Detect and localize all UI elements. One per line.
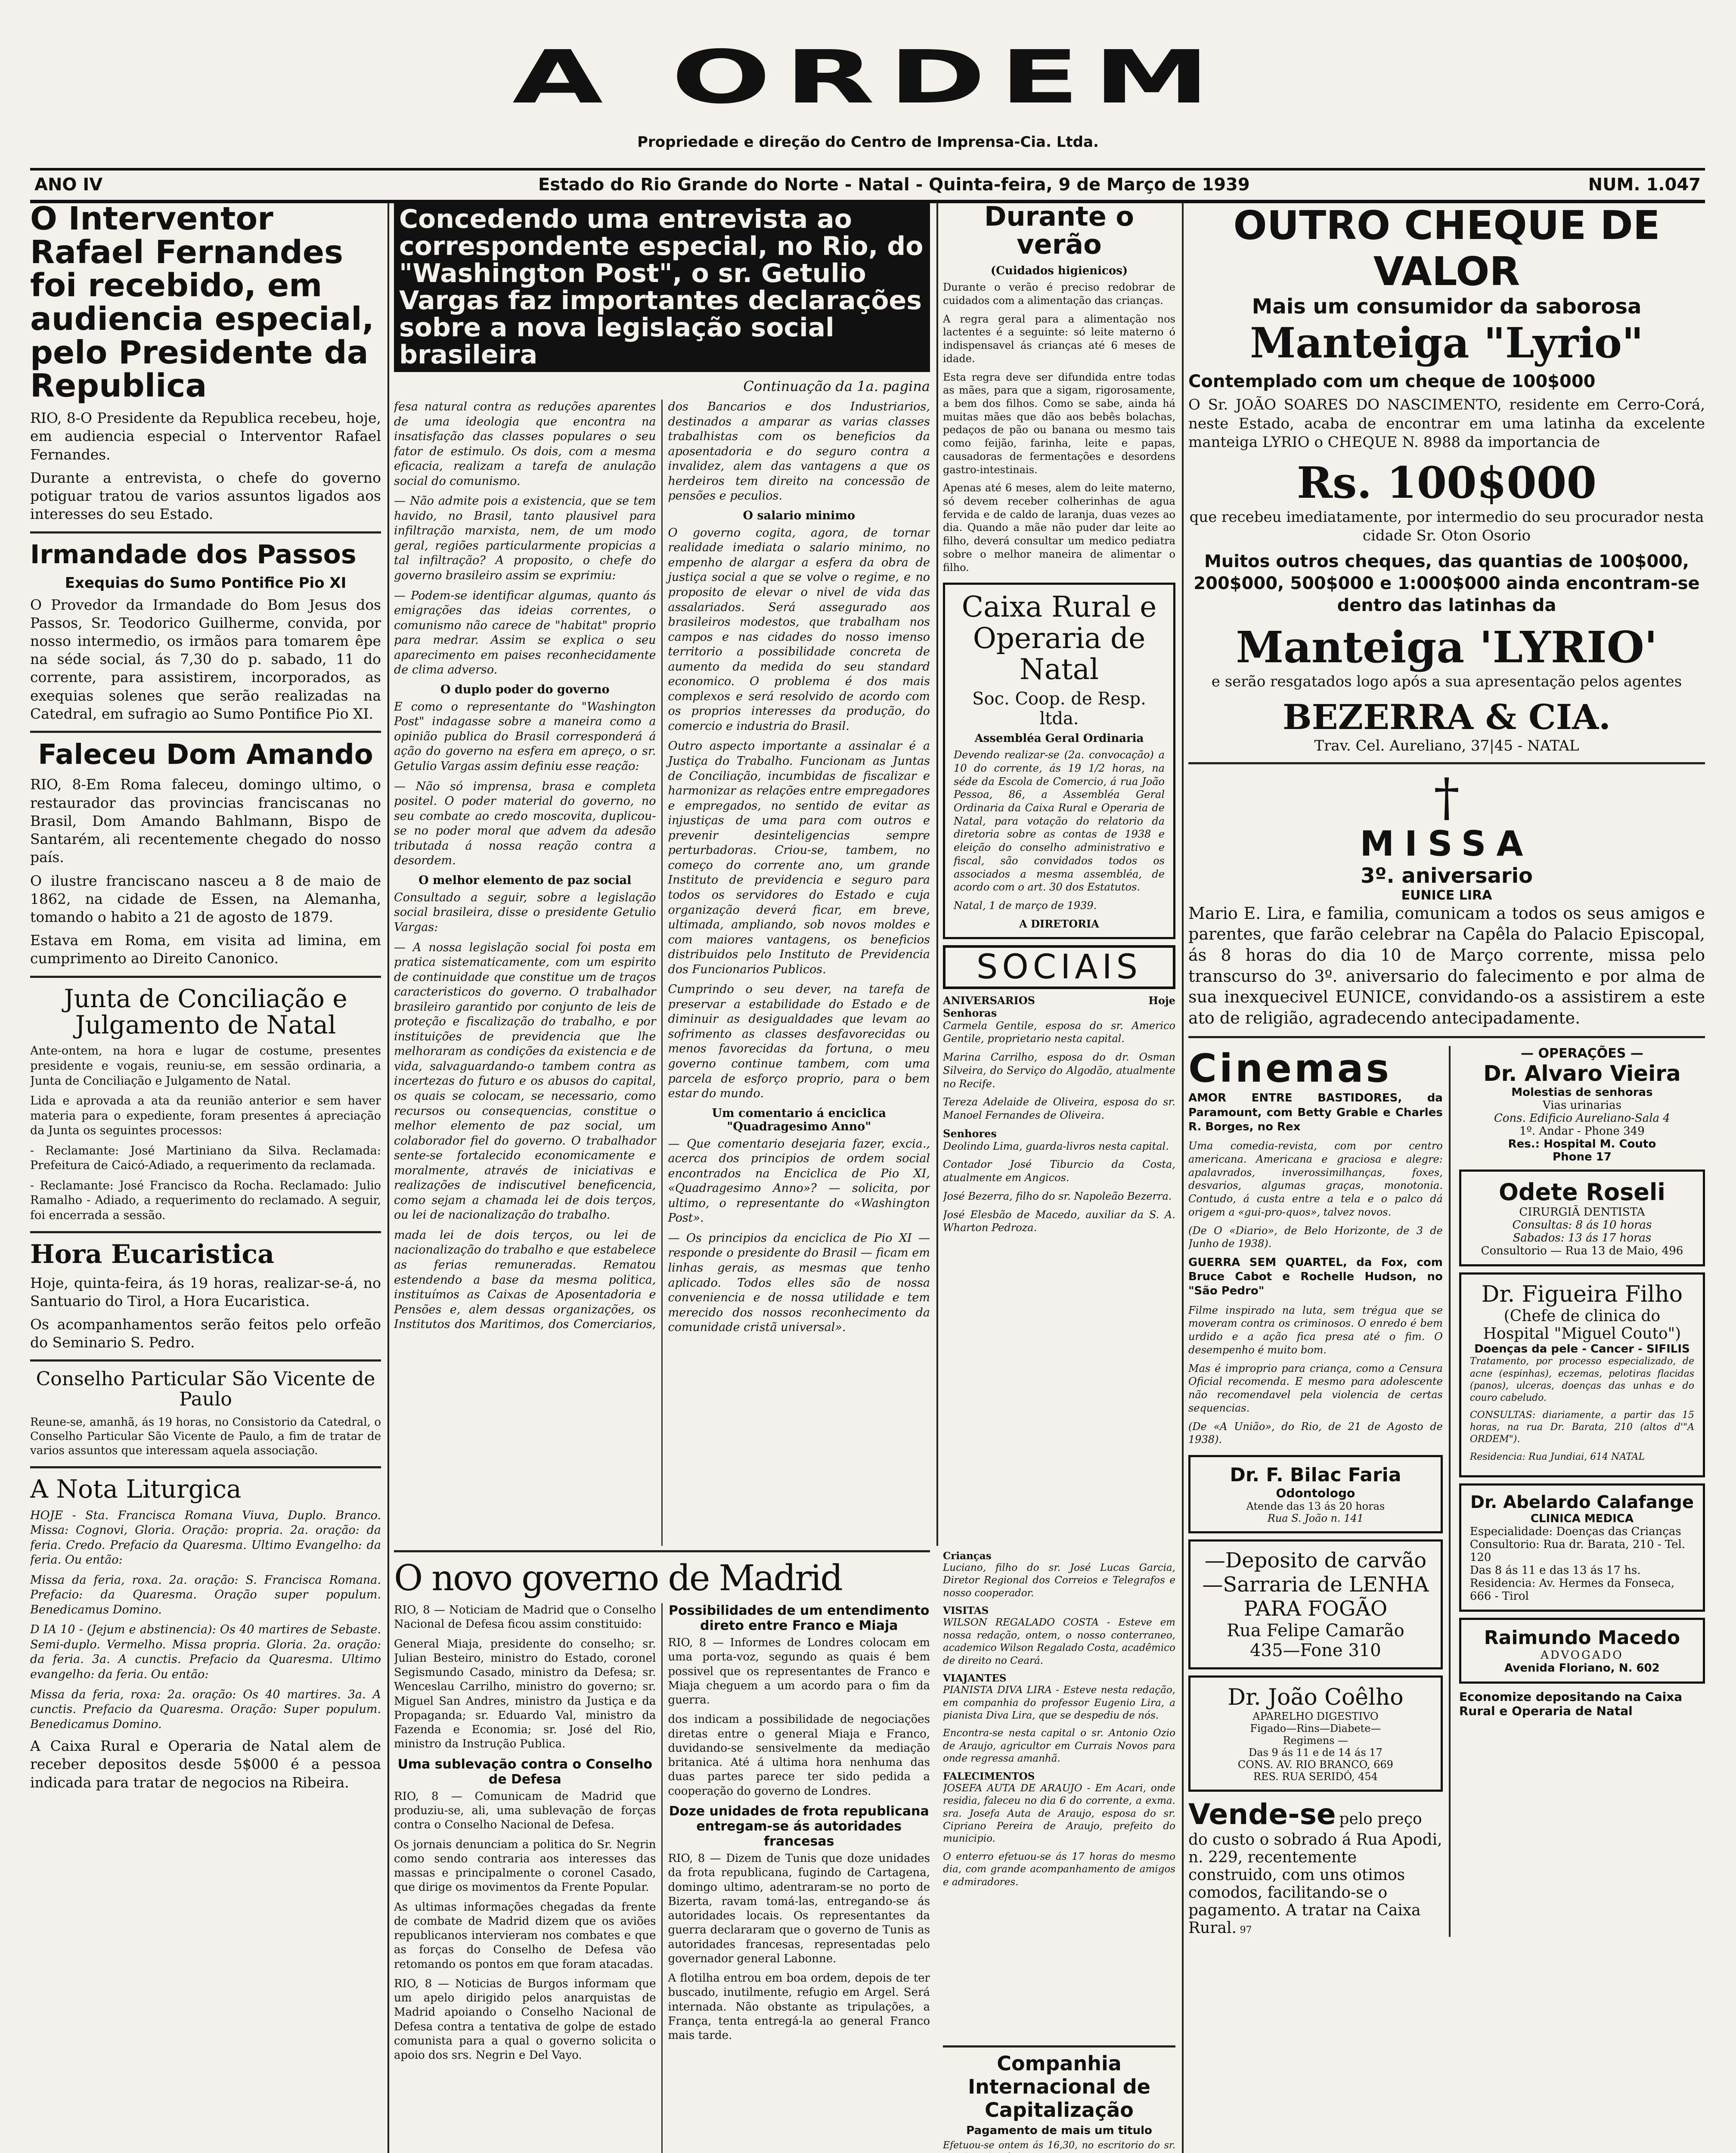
vargas-subhead: O duplo poder do governo [440,683,610,696]
macedo-profession: ADVOGADO [1541,1648,1624,1662]
bilac-card [1188,1455,1443,1533]
figueira-line: (Chefe de clinica do Hospital "Miguel Couto") [1483,1307,1681,1343]
conselho-text: Reune-se, amanhã, ás 19 horas, no Consistorio da Catedral, o Conselho Particular São Vicente de Paulo, a fim de tratar de varios assuntos que interessam aquela associação. [30,1415,381,1458]
hora-eucaristica-text: Hoje, quinta-feira, ás 19 horas, realizar-se-á, no Santuario do Tirol, a Hora Eucaristica. [30,1274,381,1309]
sociais-subheading: FALECIMENTOS [943,1770,1035,1782]
missa-title: MISSA [1360,823,1534,864]
coelho-line: Das 9 ás 11 e de 14 ás 17 [1249,1746,1383,1759]
caixa-subtitle: Soc. Coop. de Resp. ltda. [972,689,1146,729]
madrid-text: A flotilha entrou em boa ordem, depois de ter buscado, inutilmente, refugio em Argel. Será internada. Não obstante as tripulações, a França, tenta entregá-la ao general Franco mais tarde. [668,1972,930,2042]
ops-contact: Cons. Edificio Aureliano-Sala 4 [1494,1112,1670,1125]
sociais-item: Encontra-se nesta capital o sr. Antonio Ozio de Araujo, agricultor em Currais Novos para onde regressa amanhã. [943,1728,1175,1765]
madrid-text: RIO, 8 — Informes de Londres colocam em uma porta-voz, segundo as quais é bem possivel que os representantes de Franco e Miaja cheguem a um acordo para o fim da guerra. [668,1636,930,1707]
deposito-line: PARA FOGÃO [1243,1596,1388,1621]
vargas-text: — Não só imprensa, brasa e completa positel. O poder material do governo, no seu combate ao credo moscovita, duplicou-se no poder moral que advem da adesão tributada á nossa reação contra a desordem. [394,779,656,868]
vargas-text: O governo cogita, agora, de tornar realidade imediata o salario minimo, no empenho de alargar a esfera da obra de justiça social a que se volve o regime, e no proposito de elevar o nivel de vida das assalariados. Será assegurado aos brasileiros modestos, que trabalham nos campos e nas cidades do nosso imenso territorio a possibilidade concreta de aumento da medida do seu standard economico. O problema é dos mais complexos e será resolvido de acordo com os proprios interesses da produção, do comercio e industria do Brasil. [668,526,930,733]
missa-subtitle: 3º. aniversario [1360,863,1533,888]
odete-line: Sabados: 13 ás 17 horas [1513,1232,1652,1245]
bilac-profession: Odontologo [1276,1486,1355,1500]
coelho-line: RES. RUA SERIDÓ, 454 [1253,1770,1378,1783]
sociais-item: Luciano, filho do sr. José Lucas Garcia, Diretor Regional dos Correios e Telegrafos e nosso cooperador. [943,1562,1175,1599]
figueira-name: Dr. Figueira Filho [1481,1281,1683,1308]
abelardo-sub: CLINICA MEDICA [1530,1512,1634,1525]
liturgy-text: D IA 10 - (Jejum e abstinencia): Os 40 martires de Sebaste. Semi-duplo. Vermelho. Missa propria. Gloria. 2a. oração: da feria. 3a. A cunctis. Prefacio da Quaresma. Ultimo evangelho: da feria. Ou então: [30,1623,381,1681]
lyrio-subheadline: Mais um consumidor da saborosa [1252,295,1642,319]
madrid-article [394,1550,930,2153]
junta-text: - Reclamante: José Martiniano da Silva. Reclamada: Prefeitura de Caicó-Adiado, a requerimento da reclamada. [30,1144,381,1173]
vargas-text: Cumprindo o seu dever, na tarefa de preservar a estabilidade do Estado e de diminuir as desigualdades que levam ao sofrimento as classes desfavorecidas ou menos favorecidas da fortuna, o meu governo continue tambem, com uma parcela de esforço proprio, para o bem estar do mundo. [668,983,930,1101]
sociais-subheading: VISITAS [943,1605,989,1617]
ops-spec: Molestias de senhoras [1511,1086,1653,1099]
issue-year: ANO IV [34,175,103,195]
durante-text: Durante o verão é preciso redobrar de cuidados com a alimentação das crianças. [943,281,1175,307]
column-rule [388,202,389,2153]
sociais-item: Carmela Gentile, esposa do sr. Americo Gentile, proprietario nesta capital. [943,1019,1175,1045]
durante-headline: Durante o verão [984,202,1135,261]
lyrio-brand: Manteiga "Lyrio" [1250,319,1643,367]
madrid-text: RIO, 8 — Noticiam de Madrid que o Conselho Nacional de Defesa ficou assim constituido: [394,1604,656,1631]
lyrio-line: Contemplado com um cheque de 100$000 [1188,372,1596,391]
lyrio-headline: OUTRO CHEQUE DE VALOR [1233,202,1660,295]
caixa-rural-slogan: Economize depositando na Caixa Rural e Operaria de Natal [1459,1689,1683,1718]
vende-text: pelo preço do custo o sobrado á Rua Apodi, n. 229, recentemente construido, com uns otimos comodos, facilitando-se o pagamento. A tratar na Caixa Rural. [1188,1810,1442,1937]
durante-text: Esta regra deve ser difundida entre todas as mães, para que a sigam, rigorosamente, a bem dos filhos. Como se sabe, ainda há muitas mães que dão aos bebês bolachas, pedaços de pão ou banana ou mesmo tais como feijão, farinha, leite e papas, causadoras de fermentações e desordens gastro-intestinais. [943,371,1175,476]
ops-contact: Res.: Hospital M. Couto [1508,1138,1656,1151]
sociais-item: José Elesbão de Macedo, auxiliar da S. A. Wharton Pedroza. [943,1208,1175,1234]
bilac-hours: Atende das 13 ás 20 horas [1246,1500,1385,1512]
missa-text: Mario E. Lira, e familia, comunicam a todos os seus amigos e parentes, que farão celebrar na Capêla do Palacio Episcopal, ás 8 horas do dia 10 de Março corrente, missa pelo transcurso do 3º. aniversario do falecimento e por alma de sua inexquecivel EUNICE, convidando-os a assistirem a este ato de religião, agradecendo antecipadamente. [1188,903,1705,1027]
cinemas-film: AMOR ENTRE BASTIDORES, da Paramount, com Betty Grable e Charles R. Borges, no Rex [1188,1092,1443,1133]
lyrio-amount: Rs. 100$000 [1296,457,1597,508]
vargas-text: Consultado a seguir, sobre a legislação social brasileira, disse o presidente Getulio Vargas: [394,890,656,934]
lyrio-ad [1188,202,1705,754]
sociais-item: O enterro efetuou-se ás 17 horas do mesmo dia, com grande acompanhamento de amigos e admiradores. [943,1851,1175,1888]
caixa-rural-notice [943,583,1175,939]
junta-text: Lida e aprovada a ata da reunião anterior e sem haver materia para o expediente, foram presentes á apreciação da Junta os seguintes processos: [30,1094,381,1138]
ops-name: Dr. Alvaro Vieira [1483,1061,1681,1086]
newspaper-title: A ORDEM [512,35,1224,120]
deposito-ad [1188,1539,1443,1669]
professional-cards [1459,1046,1705,1937]
figueira-line: CONSULTAS: diariamente, a partir das 15 horas, na rua Dr. Barata, 210 (altos d'"A ORDEM"). [1469,1410,1694,1445]
abelardo-line: Consultorio: Rua dr. Barata, 210 - Tel. 120 [1469,1538,1686,1564]
lyrio-text: O Sr. JOÃO SOARES DO NASCIMENTO, residente em Cerro-Corá, neste Estado, acaba de encontrar em uma latinha da excelente manteiga LYRIO o CHEQUE N. 8988 da importancia de [1188,396,1705,451]
figueira-line: Residencia: Rua Jundiai, 614 NATAL [1469,1451,1645,1462]
caixa-heading: Assembléa Geral Ordinaria [974,732,1144,745]
newspaper-subtitle: Propriedade e direção do Centro de Imprensa-Cia. Ltda. [637,133,1099,151]
vargas-subhead: Um comentario á enciclica "Quadragesimo Anno" [712,1106,886,1133]
dom-amando-text: O ilustre franciscano nasceu a 8 de maio de 1862, na cidade de Essen, na Alemanha, tomando o habito a 21 de agosto de 1879. [30,872,381,925]
madrid-text: RIO, 8 — Dizem de Tunis que doze unidades da frota republicana, fugindo de Cartagena, domingo ultimo, adentraram-se no porto de Bizerta, ravam tomá-las, entregando-se ás autoridades locais. Os representantes da guerra declararam que o governo de Tunis as autoridades francesas, representadas pelo governador general Labonne. [668,1852,930,1965]
vargas-headline: Concedendo uma entrevista ao correspondente especial, no Rio, do "Washington Post", o sr. Getulio Vargas faz importantes declarações sobre a nova legislação social brasileira [394,202,930,372]
cinemas-text: (De «A União», do Rio, de 21 de Agosto de 1938). [1188,1420,1443,1446]
cinemas-text: Filme inspirado na luta, sem trégua que se moveram contra os criminosos. O enredo é bem urdido e a ação fica presa até o fim. O desempenho é muito bom. [1188,1304,1443,1356]
hora-eucaristica-text: Os acompanhamentos serão feitos pelo orfeão do Seminario S. Pedro. [30,1315,381,1351]
madrid-text: General Miaja, presidente do conselho; sr. Julian Besteiro, ministro do Estado, coronel Segismundo Casado, ministro da Defesa; sr. Wenceslau Carrilho, ministro do governo; sr. Miguel San Andres, ministro da Justiça e da Propaganda; sr. Eduardo Val, ministro da Fazenda e Economia; sr. José del Rio, ministro da Instrução Publica. [394,1637,656,1751]
companhia-section [943,2045,1175,2153]
companhia-text: Efetuou-se ontem ás 16,30, no escritorio do sr. [943,2140,1175,2151]
companhia-subtitle: Pagamento de mais um titulo [966,2124,1152,2137]
madrid-text: RIO, 8 — Noticias de Burgos informam que um apelo dirigido pelos anarquistas de Madrid apoiando o Conselho Nacional de Defesa contra a tentativa de golpe de estado comunista para a qual o governo solicita o apoio dos srs. Negrin e Del Vayo. [394,1977,656,2062]
conselho-headline: Conselho Particular São Vicente de Paulo [36,1368,375,1410]
madrid-subhead: Possibilidades de um entendimento direto entre Franco e Miaja [668,1603,930,1634]
deposito-line: —Sarraria de LENHA [1202,1572,1429,1597]
sociais-item: Deolindo Lima, guarda-livros nesta capital. [943,1140,1169,1152]
bilac-name: Dr. F. Bilac Faria [1230,1464,1401,1486]
sociais-item: WILSON REGALADO COSTA - Esteve em nossa redação, ontem, o nosso conterraneo, academico Wilson Regalado Costa, acadêmico de direito no Ceará. [943,1617,1175,1666]
coelho-line: Figado—Rins—Diabete— [1250,1722,1381,1734]
sociais-today: Hoje [1148,994,1175,1007]
interventor-text: RIO, 8-O Presidente da Republica recebeu, hoje, em audiencia especial o Interventor Rafael Fernandes. [30,410,381,463]
interventor-headline: O Interventor Rafael Fernandes foi recebido, em audiencia especial, pelo Presidente da Republica [30,202,374,405]
sociais-item: Contador José Tiburcio da Costa, atualmente em Angicos. [943,1158,1175,1184]
odete-card [1459,1170,1705,1266]
abelardo-name: Dr. Abelardo Calafange [1470,1492,1694,1512]
sociais-title: SOCIAIS [943,945,1175,989]
abelardo-line: Especialidade: Doenças das Crianças [1469,1525,1681,1538]
vargas-text: — Podem-se identificar algumas, quanto ás emigrações das ideias correntes, o comunismo não carece de "habitat" proprio para medrar. Assim se explica o seu aparecimento em paises reconhecidamente de clima adverso. [394,589,656,677]
sociais-item: José Bezerra, filho do sr. Napoleão Bezerra. [943,1190,1172,1202]
junta-text: - Reclamante: José Francisco da Rocha. Reclamado: Julio Ramalho - Adiado, a requerimento do reclamado. A seguir, foi encerrada a sessão. [30,1179,381,1222]
bilac-address: Rua S. João n. 141 [1267,1512,1364,1524]
vende-ad [1188,1798,1443,1937]
interventor-text: Durante a entrevista, o chefe do governo potiguar tratou de varios assuntos ligados aos interesses do seu Estado. [30,469,381,523]
dom-amando-headline: Faleceu Dom Amando [38,739,373,771]
dom-amando-text: RIO, 8-Em Roma faleceu, domingo ultimo, o restaurador das provincias franciscanas no Brasil, Dom Amando Bahlmann, Bispo de Santarém, ali recentemente chegado do nosso país. [30,776,381,866]
irmandade-text: O Provedor da Irmandade do Bom Jesus dos Passos, Sr. Teodorico Guilherme, convida, por nosso intermedio, os irmãos para tomarem êpe na séde social, ás 7,30 do p. sabado, 11 do corrente, para assistirem, incorporados, as exequias solenes que serão realizadas na Catedral, em sufragio ao Sumo Pontifice Pio XI. [30,596,381,722]
liturgy-text: Missa da feria, roxa: 2a. oração: Os 40 martires. 3a. A cunctis. Prefacio da Quaresma. Oração: Super populum. Benedicamus Domino. [30,1688,381,1731]
dom-amando-text: Estava em Roma, em visita ad limina, em cumprimento ao Direito Canonico. [30,932,381,967]
column-2 [394,202,930,1546]
ops-contact: Phone 17 [1553,1151,1612,1164]
vende-number: 97 [1240,1924,1252,1936]
sociais-subheading: Crianças [943,1550,992,1562]
vende-title: Vende-se [1188,1797,1336,1831]
hora-eucaristica-headline: Hora Eucaristica [30,1239,274,1269]
deposito-line: —Deposito de carvão [1204,1548,1427,1573]
missa-name: EUNICE LIRA [1401,887,1492,903]
madrid-text: dos indicam a possibilidade de negociações diretas entre o general Miaja e Franco, duvidando-se sensivelmente da mediação britanica. Até á ultima hora nenhuma das duas partes parece ter sido pedida a cooperação do governo de Londres. [668,1713,930,1798]
vargas-text: — Não admite pois a existencia, que se tem havido, no Brasil, tanto plausivel para infiltração marxista, nem, de um modo geral, regiões particularmente propicias a tal infiltração? A proposito, o chefe do governo brasileiro assim se exprimiu: [394,494,656,583]
odete-name: Odete Roseli [1498,1179,1665,1206]
sociais-subheading: Senhores [943,1127,997,1140]
sociais-subheading: VIAJANTES [943,1672,1007,1685]
sociais-item: Marina Carrilho, esposa do dr. Osman Silveira, do Serviço do Algodão, atualmente no Recife. [943,1051,1175,1090]
nota-liturgica-headline: A Nota Liturgica [30,1474,242,1504]
dateline: Estado do Rio Grande do Norte - Natal - Quinta-feira, 9 de Março de 1939 [538,175,1250,195]
caixa-date: Natal, 1 de março de 1939. [954,899,1097,912]
sociais-heading: ANIVERSARIOS [943,994,1035,1007]
ops-spec: Vias urinarias [1542,1099,1621,1112]
companhia-title: Companhia Internacional de Capitalização [968,2052,1150,2122]
column-rule [1182,202,1184,2153]
vargas-text: fesa natural contra as reduções aparentes de uma ideologia que encontra na insatisfação das classes populares o seu fator de estimulo. Os dois, com a mesma eficacia, realizam a tarefa de anulação social do comunismo. [394,400,656,488]
lyrio-text: e serão resgatados logo após a sua apresentação pelos agentes [1211,673,1682,691]
vargas-text: Outro aspecto importante a assinalar é a Justiça do Trabalho. Funcionam as Juntas de Conciliação, incumbidas de fiscalizar e harmonizar as relações entre empregadores e empregados, no sentido de evitar as injustiças de uma para com outros e prevenir desinteligencias sempre perturbadoras. Criou-se, tambem, no começo do corrente ano, um grande Instituto de previdencia e seguro para todos os servidores do Estado e cuja organização deverá ficar, em breve, ultimada, ampliando, sob novos moldes e com maiores vantagens, os beneficios distribuidos pelo Instituto de Previdencia dos Funcionarios Publicos. [668,739,930,976]
odete-line: Consultorio — Rua 13 de Maio, 496 [1481,1244,1683,1258]
macedo-card [1459,1618,1705,1684]
cinemas-film: GUERRA SEM QUARTEL, da Fox, com Bruce Cabot e Rochelle Hudson, no "São Pedro" [1188,1256,1443,1298]
lyrio-text: Muitos outros cheques, das quantias de 100$000, 200$000, 500$000 e 1:000$000 ainda encontram-se dentro das latinhas da [1194,551,1700,615]
lyrio-brand: Manteiga 'LYRIO' [1236,622,1658,673]
durante-subhead: (Cuidados higienicos) [990,264,1128,278]
cross-icon: † [1434,767,1460,828]
madrid-text: RIO, 8 — Comunicam de Madrid que produziu-se, ali, uma sublevação de forças contra o Conselho Nacional de Defesa. [394,1790,656,1832]
cinemas-text: (De O «Diario», de Belo Horizonte, de 3 de Junho de 1938). [1188,1224,1443,1250]
figueira-card [1459,1272,1705,1477]
figueira-line: Doenças da pele - Cancer - SIFILIS [1474,1343,1690,1356]
coelho-name: Dr. João Coêlho [1228,1684,1404,1710]
column-rule [936,202,938,1546]
deposito-line: Rua Felipe Camarão [1227,1620,1404,1641]
column-3 [943,202,1175,1546]
liturgy-text: Missa da feria, roxa. 2a. oração: S. Francisca Romana. Prefacio: da Quaresma. Oração super populum. Benedicamus Domino. [30,1573,381,1616]
caixa-title: Caixa Rural e Operaria de Natal [961,590,1157,686]
ops-contact: 1º. Andar - Phone 349 [1519,1125,1645,1138]
odete-line: Consultas: 8 ás 10 horas [1512,1219,1652,1232]
deposito-line: 435—Fone 310 [1250,1640,1381,1660]
lyrio-address: Trav. Cel. Aureliano, 37|45 - NATAL [1314,737,1579,754]
continuation-note: Continuação da 1a. pagina [743,378,930,394]
madrid-subhead: Uma sublevação contra o Conselho de Defesa [397,1756,653,1787]
durante-text: Apenas até 6 meses, alem do leite materno, só devem receber colherinhas de agua fervida e de caldo de laranja, duas vezes ao dia. Quando a mãe não puder dar leite ao filho, deverá consultar um medico pediatra sobre o melhor maneira de alimentar o filho. [943,482,1175,574]
abelardo-line: Residencia: Av. Hermes da Fonseca, 666 - Tirol [1469,1576,1675,1603]
issue-number: NUM. 1.047 [1588,175,1701,195]
caixa-note: A Caixa Rural e Operaria de Natal alem de receber depositos desde 5$000 é a pessoa indicada para tratar de negocios na Ribeira. [30,1737,381,1791]
vargas-text: mada lei de dois terços, ou lei de nacionalização do trabalho e que estabelece as ferias remuneradas. Rematou estendendo a base da mesma politica, instituímos as Caixas de Aposentadoria e Pensões e, alem dessas organizações, os Institutos dos Maritimos, dos Comerciarios, dos Bancarios e dos Industriarios, destinados a amparar as varias classes trabalhistas com os beneficios da aposentadoria e do seguro contra a invalidez, alem das vantagens a que os herdeiros tem direito na concessão de pensões e peculios. [394,400,930,1331]
abelardo-line: Das 8 ás 11 e das 13 ás 17 hs. [1469,1564,1641,1577]
coelho-line: APARELHO DIGESTIVO [1252,1710,1379,1722]
masthead [0,0,1736,195]
lyrio-agents: BEZERRA & CIA. [1283,696,1611,737]
column-1 [30,202,381,2153]
cinemas-title: Cinemas [1188,1046,1392,1092]
madrid-subhead: Doze unidades de frota republicana entregam-se ás autoridades francesas [669,1804,929,1849]
caixa-signature: A DIRETORIA [1019,917,1099,930]
coelho-line: CONS. AV. RIO BRANCO, 669 [1237,1758,1393,1771]
vargas-text: — Os principios da enciclica de Pio XI — responde o presidente do Brasil — ficam em linhas gerais, as mesmas que tenho aplicado. Todos elles são de nossa conveniencia e de nossa utilidade e tem merecido dos nossos reconhecimento da comunidade cristã universal». [668,1231,930,1334]
irmandade-subhead: Exequias do Sumo Pontifice Pio XI [65,574,347,592]
sociais-item: Tereza Adelaide de Oliveira, esposa do sr. Manoel Fernandes de Oliveira. [943,1096,1175,1121]
vargas-text: E como o representante do "Washington Post" indagasse sobre a maneira como a opinião publica do Brasil corresponderá á ação do governo na esfera em apreço, o sr. Getulio Vargas assim definiu esse reação: [394,700,656,773]
column-4 [1188,202,1705,2153]
abelardo-card [1459,1483,1705,1612]
madrid-text: Os jornais denunciam a politica do Sr. Negrin como sendo contraria aos interesses das massas e principalmente o coronel Casado, que dirige os movimentos da Frente Popular. [394,1838,656,1894]
vargas-text: — Que comentario desejaria fazer, excia., acerca dos principios de ordem social encontrados na Enciclica de Pio XI, «Quadragesimo Anno»? — solicita, por ultimo, o representante do «Washington Post». [668,1137,930,1225]
cinemas-section [1188,1046,1451,1937]
caixa-text: Devendo realizar-se (2a. convocação) a 10 do corrente, ás 19 1/2 horas, na séde da Escola de Comercio, á rua João Pessoa, 86, a Assembléa Geral Ordinaria da Caixa Rural e Operaria de Natal, para votação do relatorio da diretoria sobre as contas de 1938 e eleição do conselho administrativo e fiscal, são convidados todos os associados a mesma assembléa, de acordo com o art. 30 dos Estatutos. [954,749,1165,893]
odete-profession: CIRURGIÃ DENTISTA [1519,1206,1645,1219]
liturgy-text: HOJE - Sta. Francisca Romana Viuva, Duplo. Branco. Missa: Cognovi, Gloria. Oração: propria. 2a. oração: da feria. Credo. Prefacio da Quaresma. Ultimo Evangelho: da feria. Ou então: [30,1508,381,1567]
macedo-name: Raimundo Macedo [1484,1626,1680,1649]
vargas-subhead: O melhor elemento de paz social [418,873,632,887]
coelho-line: Regimens — [1283,1734,1348,1747]
macedo-address: Avenida Floriano, N. 602 [1504,1661,1660,1675]
cinemas-text: Mas é improprio para criança, como a Censura Oficial recomenda. E mesmo para adolescente não recomendavel pela violencia de certas sequencias. [1188,1362,1443,1414]
sociais-subheading: Senhoras [943,1006,997,1019]
coelho-card [1188,1675,1443,1792]
ops-title: — OPERAÇÕES — [1521,1046,1643,1061]
dateline-bar [30,168,1705,203]
figueira-line: Tratamento, por processo especializado, de acne (espinhas), eczemas, pelotiras flacidas (panos), ulceras, doenças das unhas e do couro cabeludo. [1469,1356,1694,1403]
madrid-text: As ultimas informações chegadas da frente de combate de Madrid dizem que os aviões republicanos intervieram nos combates e que as forças do Conselho de Defesa vão retomando os pontos em que foram atacadas. [394,1900,656,1971]
vargas-subhead: O salario minimo [743,509,856,522]
irmandade-headline: Irmandade dos Passos [30,539,356,570]
junta-text: Ante-ontem, na hora e lugar de costume, presentes presidente e vogais, reuniu-se, em sessão ordinaria, a Junta de Conciliação e Julgamento de Natal. [30,1044,381,1088]
missa-notice [1188,767,1705,1029]
junta-headline: Junta de Conciliação e Julgamento de Natal [64,983,347,1039]
durante-text: A regra geral para a alimentação nos lactentes é a seguinte: só leite materno ó indispensavel ás crianças até 6 meses de idade. [943,313,1175,365]
cinemas-text: Uma comedia-revista, com por centro americana. Americana e graciosa e alegre: apalavrados, inverossimilhanças, foxes, desvarios, algumas graças, monotonia. Contudo, á custa entre a tela e o palco dá origem a «gui-pro-quos», talvez novos. [1188,1140,1443,1218]
sociais-item: PIANISTA DIVA LIRA - Esteve nesta redação, em companhia do professor Eugenio Lira, a pianista Diva Lira, que se despediu de nós. [943,1685,1175,1721]
sociais-item: JOSEFA AUTA DE ARAUJO - Em Acari, onde residia, faleceu no dia 6 do corrente, a exma. sra. Josefa Auta de Araujo, esposa do sr. Cipriano Pereira de Araujo, prefeito do municipio. [943,1782,1175,1845]
lyrio-text: que recebeu imediatamente, por intermedio do seu procurador nesta cidade Sr. Oton Osorio [1189,508,1704,545]
madrid-headline: O novo governo de Madrid [394,1558,842,1599]
vargas-text: — A nossa legislação social foi posta em pratica sistematicamente, com um espirito de continuidade que constitue um de traços caracteristicos do governo. O trabalhador brasileiro garantido por conjunto de leis de proteção e fiscalização do trabalho, e por instituições de previdencia que lhe melhoraram as condições da existencia e de vida, salvaguardando-o tambem contra as incertezas do futuro e os abusos do capital, os quais se colocam, se necessario, como recursos ou consequencias, constitue o melhor elemento de paz social, um colaborador fiel do governo. O trabalhador sente-se fortalecido economicamente e moralmente, através de iniciativas e realizações de indiscutivel beneficencia, como sejam a chamada lei de dois terços, ou lei de nacionalização do trabalho. [394,940,656,1222]
